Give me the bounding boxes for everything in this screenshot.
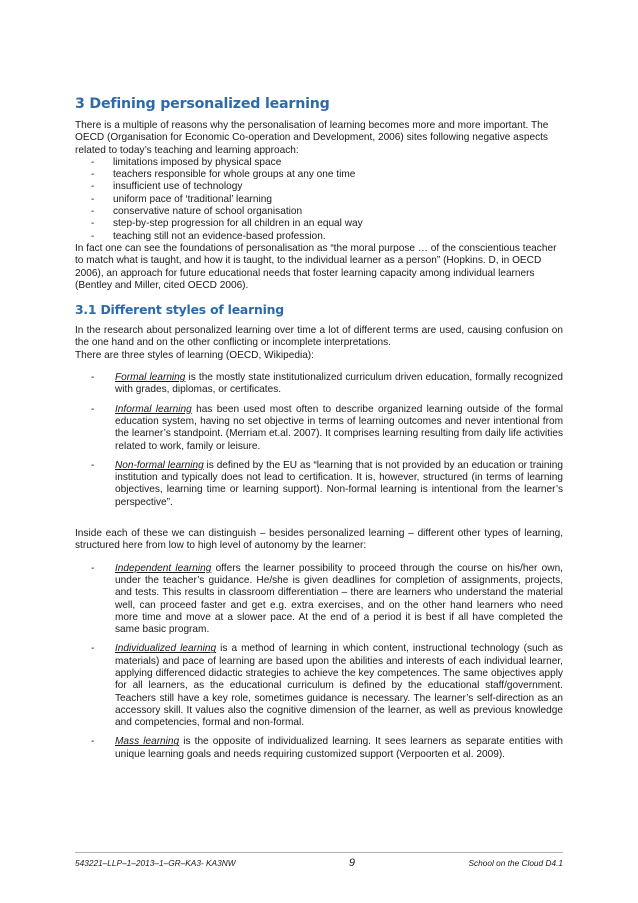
term-independent-learning: Independent learning xyxy=(115,562,212,574)
list-item: - Mass learning is the opposite of individualized learning. It sees learners as separate entities with unique learning goals and needs requiring customized support (Verpoorten et al. 2009). xyxy=(91,736,563,760)
list-item: - conservative nature of school organisation xyxy=(91,206,303,218)
list-item: - limitations imposed by physical space xyxy=(91,156,282,168)
list-item: - Independent learning offers the learner possibility to proceed through the course on his/her own, under the teacher’s guidance. He/she is given deadlines for completion of assignments, projects, and tests. This results in classroom differentiation – there are learners who understand the material well, can proceed faster and get e.g. extra exercises, and on the other hand learners who need more time and move at a slower pace. At the end of a period it is best if all have completed the same basic program. xyxy=(91,562,563,636)
list-item: - Informal learning has been used most often to describe organized learning outside of the formal education system, having no set objective in terms of learning outcomes and never intentional from the learner’s standpoint. (Merriam et.al. 2007). It comprises learning resulting from daily life activities related to work, family or leisure. xyxy=(91,403,563,452)
list-item: - teaching still not an evidence-based profession. xyxy=(91,230,326,242)
three-styles-paragraph: There are three styles of learning (OECD, Wikipedia): xyxy=(75,349,314,361)
list-item: - Formal learning is the mostly state institutionalized curriculum driven education, formally recognized with grades, diplomas, or certificates. xyxy=(91,372,564,396)
negatives-list xyxy=(75,157,563,243)
list-item: - uniform pace of ‘traditional’ learning xyxy=(91,193,272,205)
styles-list xyxy=(75,372,563,509)
list-item: - insufficient use of technology xyxy=(91,181,243,193)
footer-document-title: School on the Cloud D4.1 xyxy=(468,858,563,868)
page-footer xyxy=(75,852,563,869)
list-item: - step-by-step progression for all children in an equal way xyxy=(91,218,363,230)
term-informal-learning: Informal learning xyxy=(115,403,192,415)
section-heading: 3 Defining personalized learning xyxy=(75,96,330,112)
list-item: - Individualized learning is a method of learning in which content, instructional technology (such as materials) and pace of learning are based upon the abilities and interests of each individual learner, applying differenced didactic strategies to achieve the key competences. The same objectives apply for all learners, as the educational curriculum is defined by the educational staff/government. Teachers still have a key role, sometimes guidance is necessary. The learner’s self-direction as an accessory skill. It values also the cognitive dimension of the learner, as well as previous knowledge and competencies, formal and non-formal. xyxy=(91,643,563,729)
subsection-heading: 3.1 Different styles of learning xyxy=(75,302,284,318)
intro-paragraph: There is a multiple of reasons why the personalisation of learning becomes more and more important. The OECD (Organisation for Economic Co-operation and Development, 2006) sites following negative aspects related to today’s teaching and learning approach: xyxy=(75,120,549,156)
page-number: 9 xyxy=(348,857,356,869)
term-non-formal-learning: Non-formal learning xyxy=(115,459,204,471)
types-list xyxy=(75,563,563,761)
research-paragraph: In the research about personalized learning over time a lot of different terms are used, causing confusion on the one hand and on the other conflicting or incomplete interpretations. xyxy=(75,325,563,349)
term-individualized-learning: Individualized learning xyxy=(115,643,217,655)
list-item: - Non-formal learning is defined by the EU as “learning that is not provided by an education or training institution and typically does not lead to certification. It is, however, structured (in terms of learning objectives, learning time or learning support). Non-formal learning is intentional from the learner’s perspective”. xyxy=(91,459,563,508)
foundations-paragraph: In fact one can see the foundations of personalisation as “the moral purpose … of the conscientious teacher to match what is taught, and how it is taught, to the individual learner as a person” (Hopkins. D, in OECD 2006), an approach for future educational needs that foster learning capacity among individual learners (Bentley and Miller, cited OECD 2006). xyxy=(75,242,557,291)
footer-project-code: 543221–LLP–1–2013–1–GR–KA3- KA3NW xyxy=(75,858,236,868)
page-body xyxy=(75,96,563,768)
term-mass-learning: Mass learning xyxy=(115,736,180,748)
term-formal-learning: Formal learning xyxy=(115,372,186,384)
list-item: - teachers responsible for whole groups at any one time xyxy=(91,169,356,181)
inside-paragraph: Inside each of these we can distinguish – besides personalized learning – different other types of learning, structured here from low to high level of autonomy by the learner: xyxy=(75,528,563,552)
